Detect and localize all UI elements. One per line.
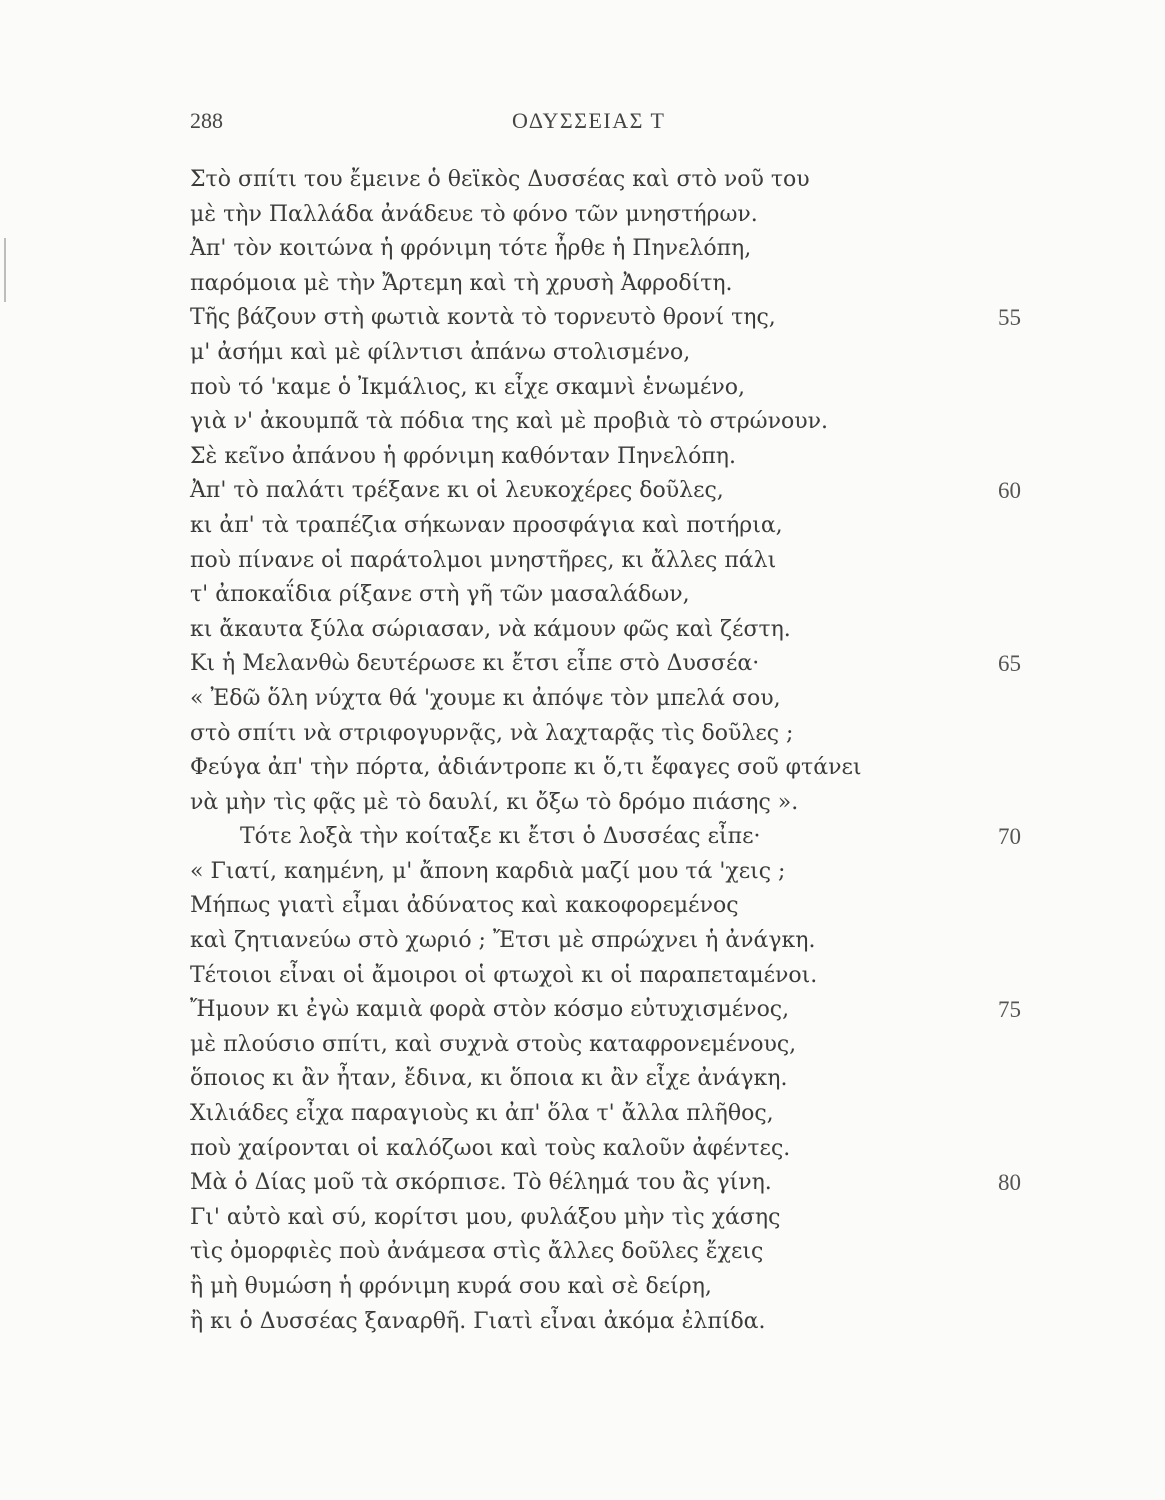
- verse-text: Ἀπ' τὸν κοιτώνα ἡ φρόνιμη τότε ἦρθε ἡ Πηνελόπη,: [190, 236, 752, 262]
- verse-text: Στὸ σπίτι του ἔμεινε ὁ θεϊκὸς Δυσσέας καὶ στὸ νοῦ του: [190, 167, 810, 192]
- verse-text: Ἤμουν κι ἐγὼ καμιὰ φορὰ στὸν κόσμο εὐτυχισμένος,: [190, 997, 790, 1023]
- verse-text: Τότε λοξὰ τὴν κοίταξε κι ἔτσι ὁ Δυσσέας εἶπε·: [240, 824, 761, 850]
- verse-line: [190, 1062, 1030, 1097]
- verse-text: τ' ἀποκαΐδια ρίξανε στὴ γῆ τῶν μασαλάδων,: [190, 582, 690, 608]
- line-number: 80: [998, 1170, 1021, 1196]
- verse-text: ἢ κι ὁ Δυσσέας ξαναρθῆ. Γιατὶ εἶναι ἀκόμα ἐλπίδα.: [190, 1308, 766, 1334]
- verse-line: [190, 1132, 1030, 1167]
- verse-line: [190, 163, 1030, 198]
- verse-text: Φεύγα ἀπ' τὴν πόρτα, ἀδιάντροπε κι ὅ,τι ἔφαγες σοῦ φτάνει: [190, 755, 862, 781]
- verse-line: [190, 336, 1030, 371]
- verse-text: ἢ μὴ θυμώση ἡ φρόνιμη κυρά σου καὶ σὲ δείρη,: [190, 1274, 712, 1299]
- verse-line: [190, 889, 1030, 924]
- verse-line: [190, 405, 1030, 440]
- verse-line: [190, 924, 1030, 959]
- verse-line: [190, 959, 1030, 994]
- poem-body: [190, 163, 1030, 1339]
- verse-line: [190, 1201, 1030, 1236]
- verse-text: ὅποιος κι ἂν ἦταν, ἔδινα, κι ὅποια κι ἂν εἶχε ἀνάγκη.: [190, 1066, 788, 1092]
- verse-line: [190, 820, 1030, 855]
- verse-text: ποὺ τό 'καμε ὁ Ἰκμάλιος, κι εἶχε σκαμνὶ ἑνωμένο,: [190, 374, 746, 400]
- verse-line: [190, 371, 1030, 406]
- verse-line: [190, 613, 1030, 648]
- verse-line: [190, 232, 1030, 267]
- verse-line: [190, 855, 1030, 890]
- line-number: 65: [998, 651, 1021, 677]
- verse-line: [190, 647, 1030, 682]
- verse-line: [190, 1270, 1030, 1305]
- verse-text: Κι ἡ Μελανθὼ δευτέρωσε κι ἔτσι εἶπε στὸ Δυσσέα·: [190, 651, 760, 677]
- verse-text: ποὺ πίνανε οἱ παράτολμοι μνηστῆρες, κι ἄλλες πάλι: [190, 547, 777, 573]
- verse-line: [190, 267, 1030, 302]
- verse-line: [190, 578, 1030, 613]
- verse-text: παρόμοια μὲ τὴν Ἄρτεμη καὶ τὴ χρυσὴ Ἀφροδίτη.: [190, 270, 733, 296]
- verse-text: ποὺ χαίρονται οἱ καλόζωοι καὶ τοὺς καλοῦν ἀφέντες.: [190, 1135, 791, 1161]
- verse-line: [190, 301, 1030, 336]
- verse-line: [190, 1028, 1030, 1063]
- scan-edge-mark: [4, 238, 6, 302]
- verse-text: Μήπως γιατὶ εἶμαι ἀδύνατος καὶ κακοφορεμένος: [190, 893, 739, 919]
- verse-line: [190, 509, 1030, 544]
- verse-text: μὲ τὴν Παλλάδα ἀνάδευε τὸ φόνο τῶν μνηστήρων.: [190, 201, 758, 227]
- verse-text: Χιλιάδες εἶχα παραγιοὺς κι ἀπ' ὅλα τ' ἄλλα πλῆθος,: [190, 1101, 774, 1127]
- verse-text: στὸ σπίτι νὰ στριφογυρνᾷς, νὰ λαχταρᾷς τὶς δοῦλες ;: [190, 720, 794, 746]
- verse-text: Μὰ ὁ Δίας μοῦ τὰ σκόρπισε. Τὸ θέλημά του ἂς γίνη.: [190, 1170, 772, 1196]
- verse-line: [190, 440, 1030, 475]
- verse-line: [190, 786, 1030, 821]
- line-number: 55: [998, 305, 1021, 331]
- verse-line: [190, 1235, 1030, 1270]
- verse-text: Σὲ κεῖνο ἀπάνου ἡ φρόνιμη καθόνταν Πηνελόπη.: [190, 443, 736, 469]
- verse-line: [190, 1097, 1030, 1132]
- verse-line: [190, 544, 1030, 579]
- verse-text: μὲ πλούσιο σπίτι, καὶ συχνὰ στοὺς καταφρονεμένους,: [190, 1031, 797, 1057]
- verse-line: [190, 474, 1030, 509]
- verse-line: [190, 1166, 1030, 1201]
- verse-line: [190, 751, 1030, 786]
- verse-text: Γι' αὐτὸ καὶ σύ, κορίτσι μου, φυλάξου μὴν τὶς χάσης: [190, 1204, 781, 1230]
- line-number: 70: [998, 824, 1021, 850]
- verse-line: [190, 717, 1030, 752]
- verse-text: Τέτοιοι εἶναι οἱ ἄμοιροι οἱ φτωχοὶ κι οἱ παραπεταμένοι.: [190, 962, 818, 988]
- verse-line: [190, 1305, 1030, 1340]
- running-title: ΟΔΥΣΣΕΙΑΣ Τ: [512, 108, 666, 133]
- page-number: 288: [190, 108, 223, 133]
- verse-line: [190, 993, 1030, 1028]
- verse-text: « Γιατί, καημένη, μ' ἄπονη καρδιὰ μαζί μου τά 'χεις ;: [190, 858, 786, 884]
- verse-line: [190, 682, 1030, 717]
- verse-text: κι ἄκαυτα ξύλα σώριασαν, νὰ κάμουν φῶς καὶ ζέστη.: [190, 616, 791, 642]
- verse-text: Τῆς βάζουν στὴ φωτιὰ κοντὰ τὸ τορνευτὸ θρονί της,: [190, 305, 776, 331]
- verse-text: « Ἐδῶ ὅλη νύχτα θά 'χουμε κι ἀπόψε τὸν μπελά σου,: [190, 685, 781, 711]
- verse-text: γιὰ ν' ἀκουμπᾶ τὰ πόδια της καὶ μὲ προβιὰ τὸ στρώνουν.: [190, 409, 828, 435]
- verse-text: καὶ ζητιανεύω στὸ χωριό ; Ἔτσι μὲ σπρώχνει ἡ ἀνάγκη.: [190, 928, 816, 954]
- line-number: 60: [998, 478, 1021, 504]
- verse-text: κι ἀπ' τὰ τραπέζια σήκωναν προσφάγια καὶ ποτήρια,: [190, 512, 783, 538]
- page-header: [190, 108, 1010, 142]
- verse-text: Ἀπ' τὸ παλάτι τρέξανε κι οἱ λευκοχέρες δοῦλες,: [190, 478, 724, 504]
- line-number: 75: [998, 997, 1021, 1023]
- verse-text: μ' ἀσήμι καὶ μὲ φίλντισι ἀπάνω στολισμένο,: [190, 339, 691, 365]
- verse-text: τὶς ὀμορφιὲς ποὺ ἀνάμεσα στὶς ἄλλες δοῦλες ἔχεις: [190, 1239, 764, 1265]
- verse-text: νὰ μὴν τὶς φᾷς μὲ τὸ δαυλί, κι ὄξω τὸ δρόμο πιάσης ».: [190, 789, 799, 815]
- verse-line: [190, 198, 1030, 233]
